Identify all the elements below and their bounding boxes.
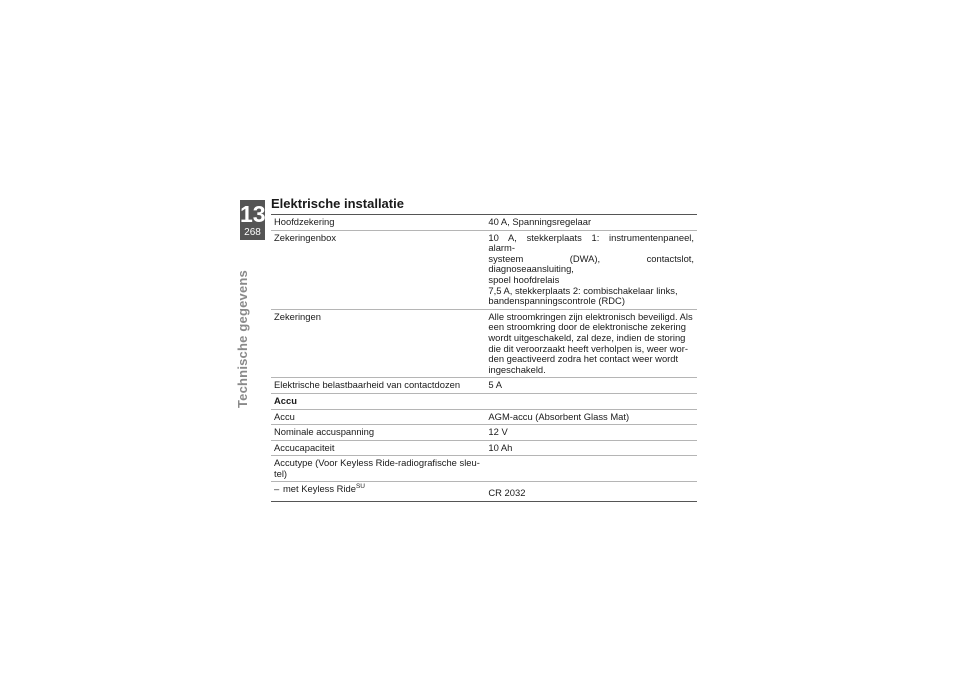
row-value: 12 V [485,425,697,441]
row-label: Nominale accuspanning [271,425,485,441]
row-value [485,215,697,231]
row-value: AGM-accu (Absorbent Glass Mat) [485,409,697,425]
row-value [485,378,697,394]
page-number: 268 [244,227,261,238]
row-value [485,309,697,378]
value-line: 40 A, Spanningsregelaar [488,216,592,227]
row-value: 10 Ah [485,440,697,456]
chapter-number: 13 [240,201,266,227]
table-row [271,378,697,394]
row-value [485,230,697,309]
row-label: Zekeringen [271,309,485,378]
table-row [271,482,697,502]
sub-label: met Keyless Ride [283,483,356,495]
row-label [271,482,485,502]
dash-marker: – [274,483,280,495]
value-line: ingeschakeld. [488,363,546,375]
label-line: tel) [274,467,288,479]
section-title: Elektrische installatie [271,196,404,211]
row-label: Accu [271,409,485,425]
label-line: Accutype (Voor Keyless Ride-radiografische sleu- [274,457,480,469]
table-row [271,230,697,309]
table-row [271,425,697,441]
value-line: een stroomkring door de elektronische zekering [488,321,686,333]
sub-superscript: SU [355,483,365,491]
table-row [271,456,697,482]
row-value [485,456,697,482]
value-line: 5 A [488,379,502,391]
value-line: wordt uitgeschakeld, zal deze, indien de storing [488,331,686,343]
row-label [271,456,485,482]
value-line: spoel hoofdrelais [488,273,560,285]
value-line: Alle stroomkringen zijn elektronisch beveiligd. Als [488,310,693,322]
spec-table [271,214,697,502]
row-label: Hoofdzekering [271,215,485,231]
table-row [271,440,697,456]
value-line: den geactiveerd zodra het contact weer wordt [488,353,679,365]
row-label: Accucapaciteit [271,440,485,456]
value-line: 10 A, stekkerplaats 1: instrumentenpaneel, alarm- [488,231,694,254]
row-label: Elektrische belastbaarheid van contactdozen [271,378,485,394]
accu-heading: Accu [271,393,697,409]
row-label: Zekeringenbox [271,230,485,309]
table-row [271,215,697,231]
row-value: CR 2032 [485,482,697,502]
side-chapter-title: Technische gegevens [235,270,250,408]
value-line: systeem (DWA), contactslot, diagnoseaansluiting, [488,252,694,275]
group-heading-row [271,393,697,409]
value-line: bandenspanningscontrole (RDC) [488,295,625,307]
value-line: die dit veroorzaakt heeft verholpen is, weer wor- [488,342,688,354]
table-row [271,309,697,378]
value-line: 7,5 A, stekkerplaats 2: combischakelaar links, [488,284,678,296]
table-row [271,409,697,425]
